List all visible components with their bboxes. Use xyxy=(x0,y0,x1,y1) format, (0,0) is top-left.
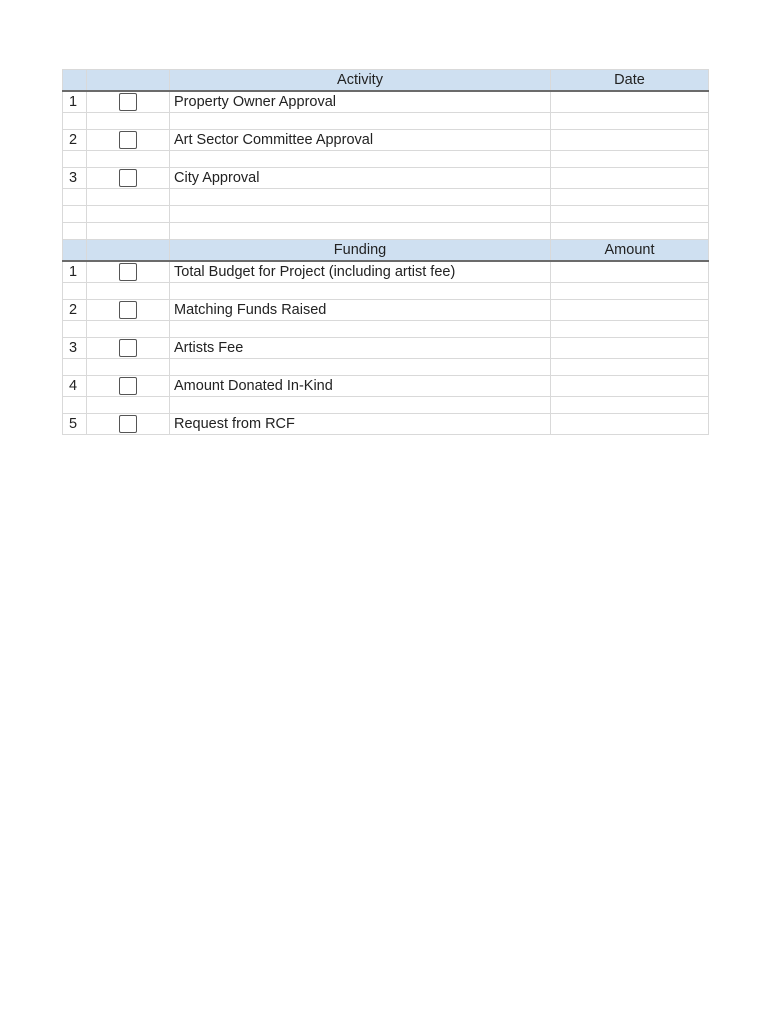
activity-row xyxy=(63,168,709,189)
checkbox[interactable] xyxy=(119,301,137,319)
spacer-row xyxy=(63,113,709,130)
activity-row xyxy=(63,130,709,151)
funding-label: Matching Funds Raised xyxy=(170,300,551,321)
funding-row xyxy=(63,261,709,283)
date-cell[interactable] xyxy=(551,91,709,113)
checkbox[interactable] xyxy=(119,93,137,111)
amount-cell[interactable] xyxy=(551,300,709,321)
checkbox[interactable] xyxy=(119,131,137,149)
spacer-row xyxy=(63,151,709,168)
date-column-header: Date xyxy=(551,70,709,92)
amount-cell[interactable] xyxy=(551,338,709,359)
spacer-row xyxy=(63,321,709,338)
date-cell[interactable] xyxy=(551,168,709,189)
funding-label: Amount Donated In-Kind xyxy=(170,376,551,397)
row-number: 5 xyxy=(63,414,87,435)
activity-label: City Approval xyxy=(170,168,551,189)
activity-header-row xyxy=(63,70,709,92)
checkbox[interactable] xyxy=(119,263,137,281)
spacer-row xyxy=(63,189,709,206)
activity-row xyxy=(63,91,709,113)
funding-row xyxy=(63,300,709,321)
checkbox[interactable] xyxy=(119,169,137,187)
header-blank-cell xyxy=(63,70,87,92)
row-number: 1 xyxy=(63,91,87,113)
spacer-row xyxy=(63,223,709,240)
spacer-row xyxy=(63,359,709,376)
funding-column-header: Funding xyxy=(170,240,551,262)
activity-column-header: Activity xyxy=(170,70,551,92)
amount-column-header: Amount xyxy=(551,240,709,262)
spacer-row xyxy=(63,283,709,300)
funding-row xyxy=(63,376,709,397)
header-blank-cell xyxy=(87,70,170,92)
activity-label: Art Sector Committee Approval xyxy=(170,130,551,151)
checkbox[interactable] xyxy=(119,339,137,357)
header-blank-cell xyxy=(63,240,87,262)
checkbox[interactable] xyxy=(119,415,137,433)
funding-header-row xyxy=(63,240,709,262)
row-number: 3 xyxy=(63,338,87,359)
funding-row xyxy=(63,338,709,359)
checklist-table xyxy=(62,69,709,435)
row-number: 1 xyxy=(63,261,87,283)
funding-label: Total Budget for Project (including artist fee) xyxy=(170,261,551,283)
activity-label: Property Owner Approval xyxy=(170,91,551,113)
row-number: 3 xyxy=(63,168,87,189)
funding-label: Artists Fee xyxy=(170,338,551,359)
funding-label: Request from RCF xyxy=(170,414,551,435)
checkbox[interactable] xyxy=(119,377,137,395)
row-number: 2 xyxy=(63,300,87,321)
date-cell[interactable] xyxy=(551,130,709,151)
amount-cell[interactable] xyxy=(551,414,709,435)
spacer-row xyxy=(63,206,709,223)
amount-cell[interactable] xyxy=(551,261,709,283)
row-number: 4 xyxy=(63,376,87,397)
checklist-sheet xyxy=(62,69,708,435)
spacer-row xyxy=(63,397,709,414)
amount-cell[interactable] xyxy=(551,376,709,397)
row-number: 2 xyxy=(63,130,87,151)
funding-row xyxy=(63,414,709,435)
header-blank-cell xyxy=(87,240,170,262)
